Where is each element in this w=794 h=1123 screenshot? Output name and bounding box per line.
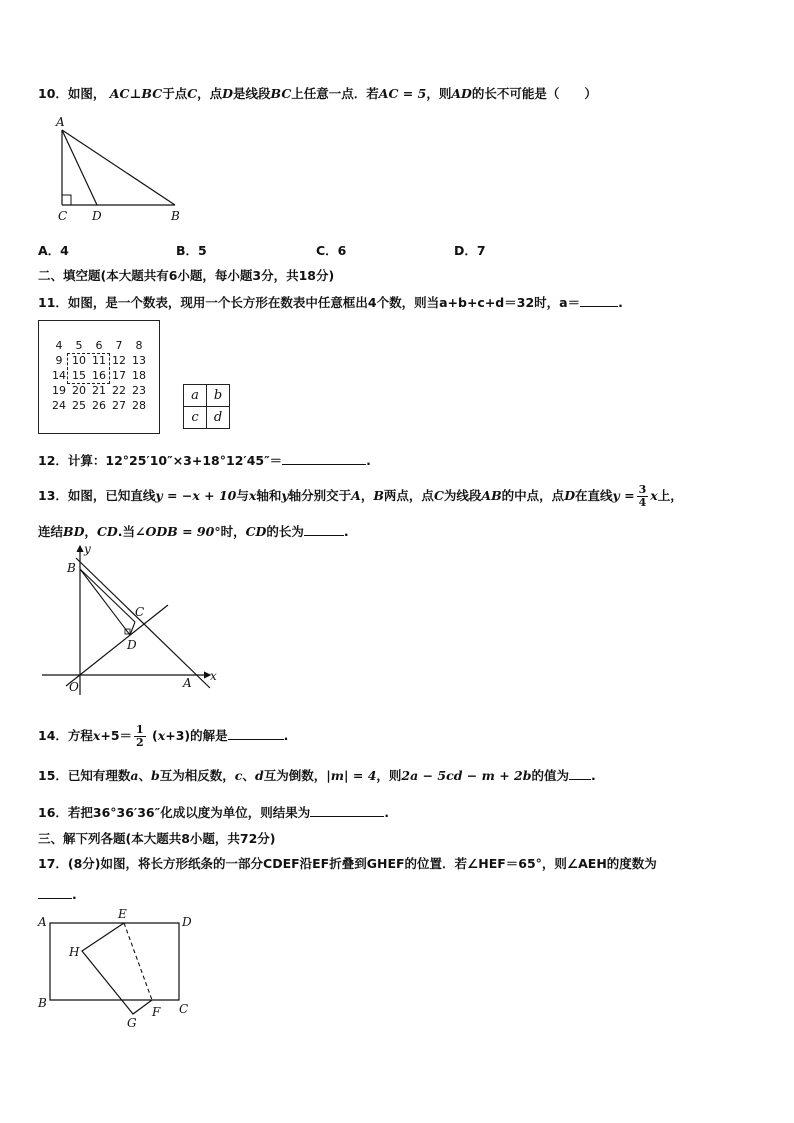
q13-text-line1: 13．如图，已知直线y = −x + 10与x轴和y轴分别交于A，B两点，点C为线段AB的中点，点D在直线y = $\frac{3}{4}$ x上， xyxy=(38,483,683,509)
label-A: A xyxy=(38,915,47,929)
label-B: B xyxy=(67,561,76,575)
label-E: E xyxy=(118,907,127,921)
q10-option-a: A．4 xyxy=(38,243,69,258)
answer-blank xyxy=(310,804,384,817)
label-C: C xyxy=(58,209,68,223)
label-H: H xyxy=(69,945,80,959)
section-3-heading: 三、解下列各题(本大题共8小题，共72分) xyxy=(38,831,276,846)
label-C: C xyxy=(179,1002,189,1016)
q17-folded-rectangle-figure xyxy=(36,906,206,1036)
q10-option-b: B．5 xyxy=(176,243,207,258)
table-row: 24 25 26 27 28 xyxy=(52,399,146,412)
answer-blank xyxy=(228,727,284,740)
answer-blank xyxy=(282,452,366,465)
q11-text: 11．如图，是一个数表，现用一个长方形在数表中任意框出4个数，则当a+b+c+d＝32时，a＝ . xyxy=(38,295,623,310)
answer-blank xyxy=(304,523,344,536)
q12-text: 12．计算：12°25′10″×3+18°12′45″＝ . xyxy=(38,453,371,468)
q16-text: 16．若把36°36′36″化成以度为单位，则结果为 . xyxy=(38,805,389,820)
label-G: G xyxy=(127,1016,137,1030)
number-table xyxy=(38,320,160,434)
label-B: B xyxy=(38,996,47,1010)
q17-text-line2: . xyxy=(38,886,77,902)
q13-coordinate-figure xyxy=(38,540,228,700)
answer-blank xyxy=(569,767,591,780)
section-2-heading: 二、填空题(本大题共有6小题，每小题3分，共18分) xyxy=(38,268,335,283)
abcd-grid: a b c d xyxy=(183,384,230,429)
q10-triangle-figure xyxy=(40,112,200,227)
q13-text-line2: 连结BD，CD.当∠ODB = 90°时，CD的长为 . xyxy=(38,524,349,539)
answer-blank xyxy=(580,294,618,307)
label-C: C xyxy=(135,605,145,619)
label-O: O xyxy=(69,680,79,694)
label-x: x xyxy=(210,669,217,683)
label-D: D xyxy=(182,915,192,929)
label-D: D xyxy=(127,638,137,652)
q14-text: 14．方程x+5＝ $\frac{1}{2}$ (x+3)的解是 . xyxy=(38,723,289,749)
q10-option-d: D．7 xyxy=(454,243,486,258)
label-y: y xyxy=(84,542,91,556)
q10-text: 10．如图， AC⊥BC于点C，点D是线段BC上任意一点．若AC = 5，则AD的长不可能是（ ） xyxy=(38,86,597,101)
table-row: 19 20 21 22 23 xyxy=(52,384,146,397)
q17-text: 17．(8分)如图，将长方形纸条的一部分CDEF沿EF折叠到GHEF的位置．若∠HEF＝65°，则∠AEH的度数为 xyxy=(38,856,657,871)
dashed-selection-box xyxy=(67,353,110,384)
fraction: $\frac{1}{2}$ xyxy=(136,723,144,749)
table-row: 4 5 6 7 8 xyxy=(55,339,143,352)
label-F: F xyxy=(152,1005,161,1019)
q10-option-c: C．6 xyxy=(316,243,347,258)
q10-number: 10． xyxy=(38,86,68,101)
table-row: 14 15 16 17 18 xyxy=(52,369,146,382)
label-A: A xyxy=(183,676,192,690)
table-row: 9 10 11 12 13 xyxy=(55,354,146,367)
label-D: D xyxy=(92,209,102,223)
answer-blank xyxy=(38,886,72,899)
label-A: A xyxy=(56,115,65,129)
fraction: $\frac{3}{4}$ xyxy=(638,483,647,509)
q15-text: 15．已知有理数a、b互为相反数，c、d互为倒数，|m| = 4，则2a − 5cd − m + 2b的值为 . xyxy=(38,768,596,783)
label-B: B xyxy=(171,209,180,223)
